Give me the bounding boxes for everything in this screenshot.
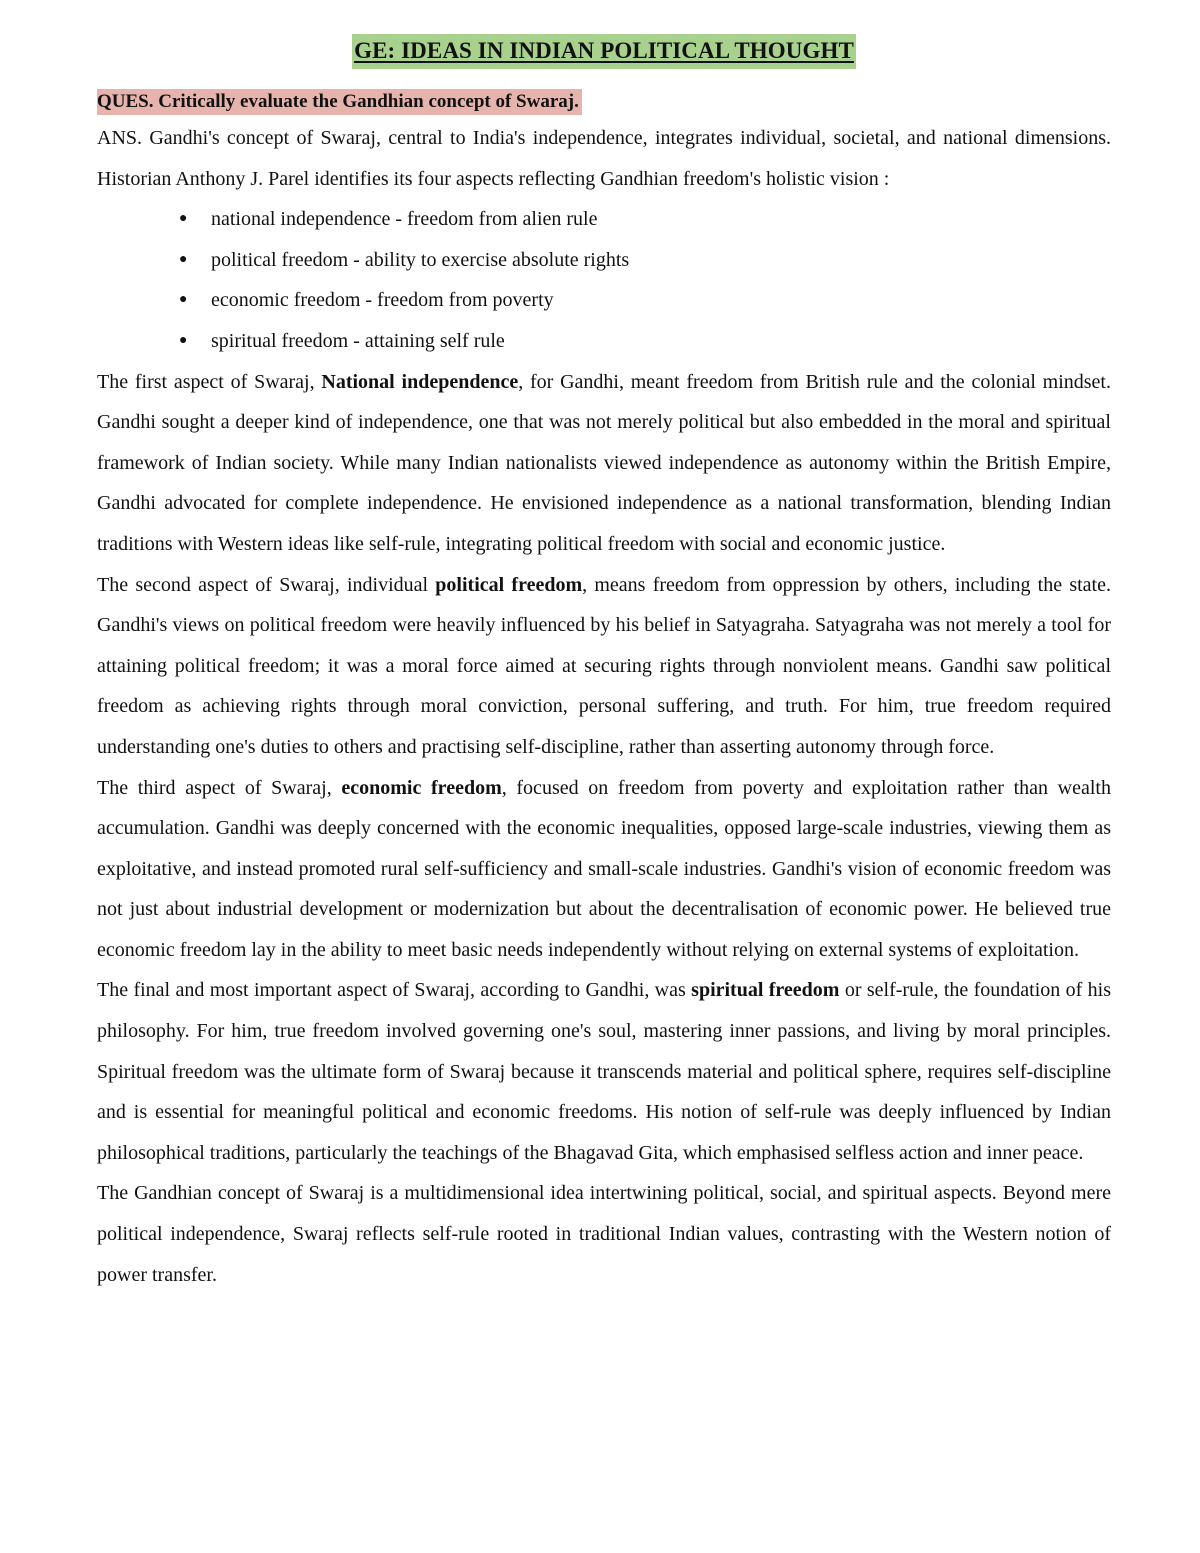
para2-before: The second aspect of Swaraj, individual: [97, 573, 436, 596]
para2-bold: political freedom: [435, 573, 583, 596]
para3-after: , focused on freedom from poverty and exploitation rather than wealth accumulation. Gandhi was deeply concerned with the economic inequalities, opposed large-scale industries, viewing them as exploitative, and instead promoted rural self-sufficiency and small-scale industries. Gandhi's vision of economic freedom was not just about industrial development or modernization but about the decentralisation of economic power. He believed true economic freedom lay in the ability to meet basic needs independently without relying on external systems of exploitation.: [97, 776, 1111, 961]
bullet-icon: ●: [179, 292, 188, 308]
para4-after: or self-rule, the foundation of his philosophy. For him, true freedom involved governing one's soul, mastering inner passions, and living by moral principles. Spiritual freedom was the ultimate form of Swaraj because it transcends material and political sphere, requires self-discipline and is essential for meaningful political and economic freedoms. His notion of self-rule was deeply influenced by Indian philosophical traditions, particularly the teachings of the Bhagavad Gita, which emphasised selfless action and inner peace.: [97, 979, 1111, 1164]
aspect-political: political freedom - ability to exercise absolute rights: [211, 248, 630, 271]
question-text: QUES. Critically evaluate the Gandhian concept of Swaraj.: [97, 89, 582, 115]
para1-before: The first aspect of Swaraj,: [97, 370, 322, 393]
paragraph-political-freedom: [97, 565, 1111, 768]
bullet-icon: ●: [179, 251, 188, 267]
aspect-national: national independence - freedom from alien rule: [211, 208, 598, 231]
paragraph-spiritual-freedom: [97, 970, 1111, 1173]
document-page: [97, 34, 1111, 1295]
document-title: GE: IDEAS IN INDIAN POLITICAL THOUGHT: [352, 34, 856, 69]
list-item: [175, 199, 1111, 240]
title-row: [97, 34, 1111, 72]
paragraph-national-independence: [97, 362, 1111, 565]
list-item: [175, 240, 1111, 281]
paragraph-economic-freedom: [97, 768, 1111, 971]
para4-before: The final and most important aspect of Swaraj, according to Gandhi, was: [97, 979, 692, 1002]
para3-before: The third aspect of Swaraj,: [97, 776, 342, 799]
aspects-list: [97, 199, 1111, 361]
para1-after: , for Gandhi, meant freedom from British rule and the colonial mindset. Gandhi sought a deeper kind of independence, one that was not merely political but also embedded in the moral and spiritual framework of Indian society. While many Indian nationalists viewed independence as autonomy within the British Empire, Gandhi advocated for complete independence. He envisioned independence as a national transformation, blending Indian traditions with Western ideas like self-rule, integrating political freedom with social and economic justice.: [97, 370, 1111, 555]
para4-bold: spiritual freedom: [691, 979, 840, 1002]
aspect-spiritual: spiritual freedom - attaining self rule: [211, 329, 505, 352]
aspect-economic: economic freedom - freedom from poverty: [211, 289, 554, 312]
bullet-icon: ●: [179, 211, 188, 227]
list-item: [175, 321, 1111, 362]
question-row: [97, 78, 1111, 118]
list-item: [175, 280, 1111, 321]
paragraph-conclusion: The Gandhian concept of Swaraj is a multidimensional idea intertwining political, social, and spiritual aspects. Beyond mere political independence, Swaraj reflects self-rule rooted in traditional Indian values, contrasting with the Western notion of power transfer.: [97, 1182, 1111, 1286]
para3-bold: economic freedom: [341, 776, 502, 799]
para2-after: , means freedom from oppression by others, including the state. Gandhi's views on political freedom were heavily influenced by his belief in Satyagraha. Satyagraha was not merely a tool for attaining political freedom; it was a moral force aimed at securing rights through nonviolent means. Gandhi saw political freedom as achieving rights through moral conviction, personal suffering, and truth. For him, true freedom required understanding one's duties to others and practising self-discipline, rather than asserting autonomy through force.: [97, 573, 1111, 758]
bullet-icon: ●: [179, 332, 188, 348]
answer-intro: ANS. Gandhi's concept of Swaraj, central to India's independence, integrates individual, societal, and national dimensions. Historian Anthony J. Parel identifies its four aspects reflecting Gandhian freedom's holistic vision :: [97, 127, 1111, 190]
para1-bold: National independence: [321, 370, 519, 393]
